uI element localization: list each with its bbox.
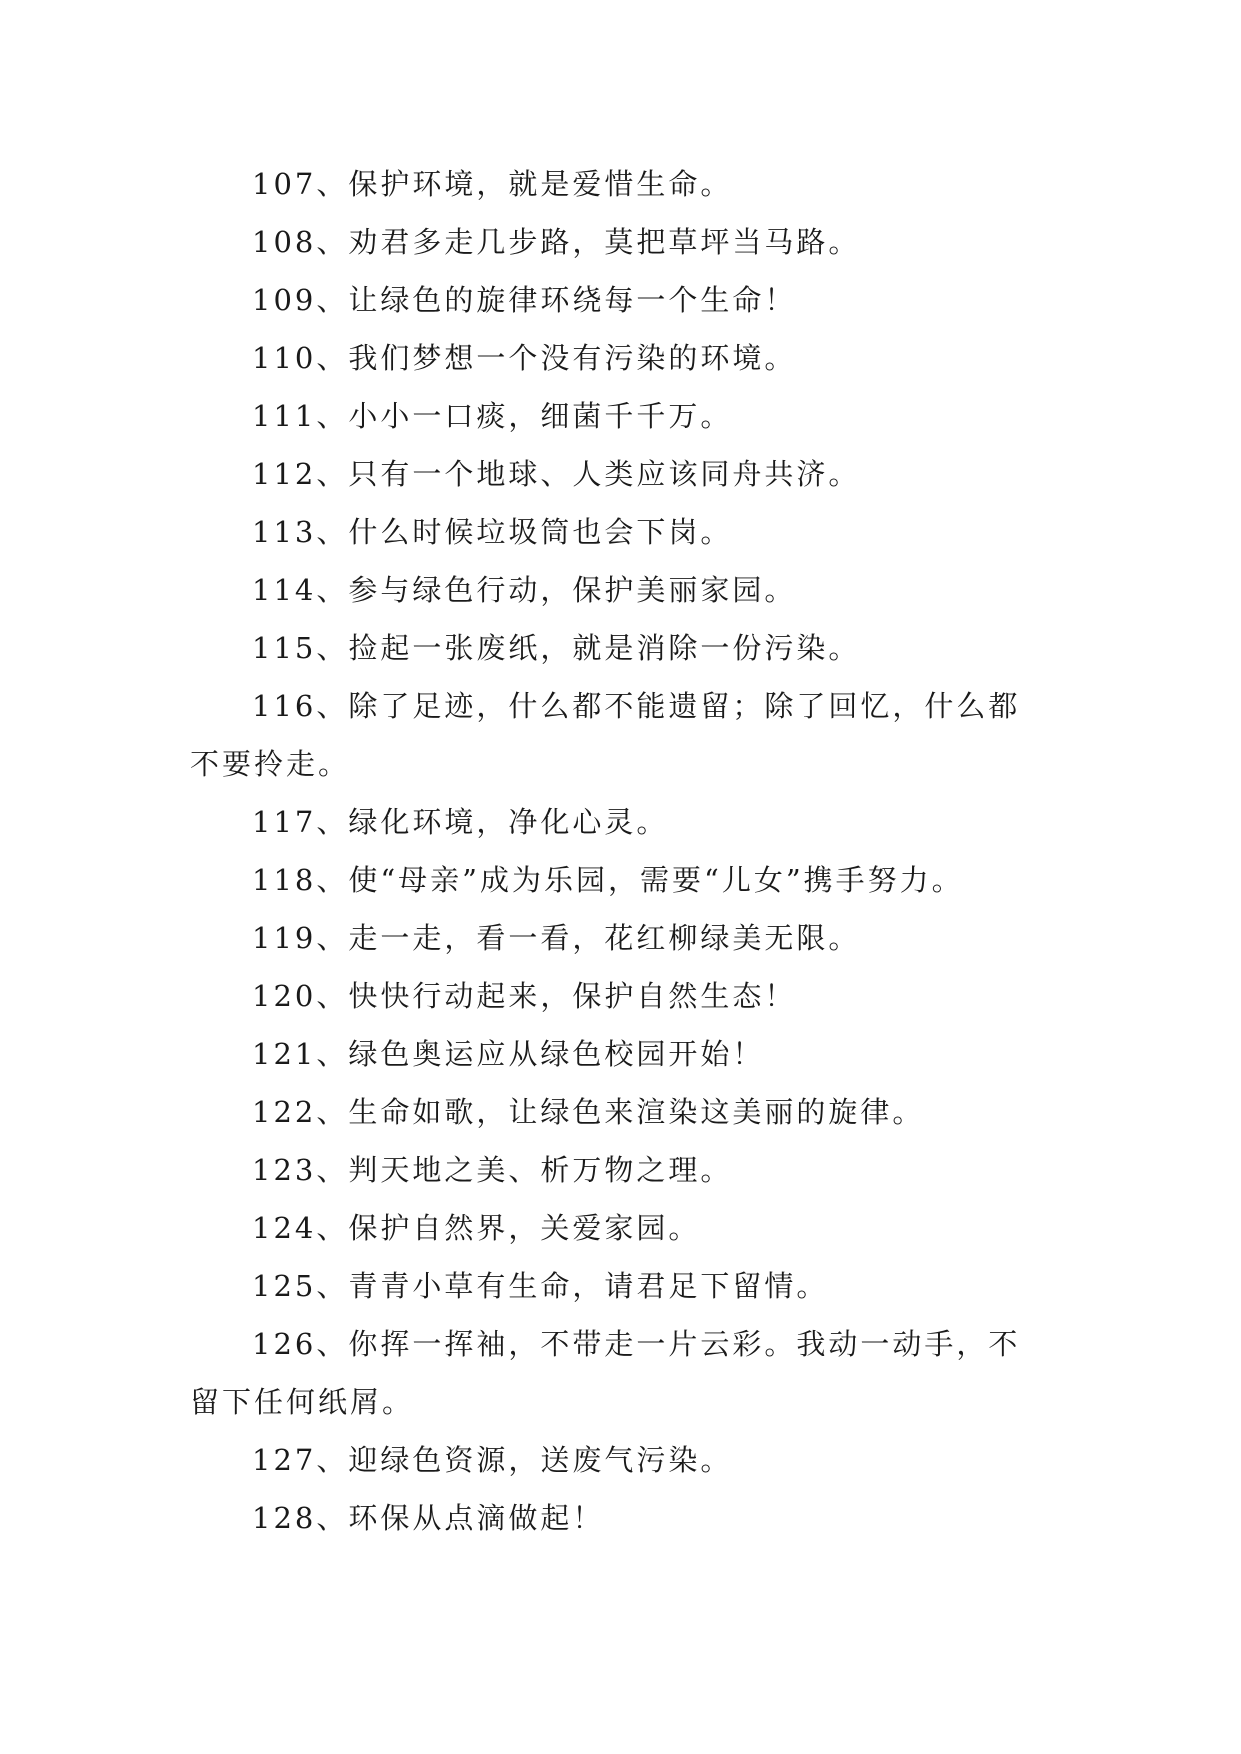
slogan-paragraph: 126、你挥一挥袖，不带走一片云彩。我动一动手，不留下任何纸屑。: [190, 1327, 1021, 1419]
slogan-paragraph: 127、迎绿色资源，送废气污染。: [252, 1443, 733, 1477]
slogan-paragraph: 112、只有一个地球、人类应该同舟共济。: [252, 457, 861, 491]
slogan-paragraph: 118、使“母亲”成为乐园，需要“儿女”携手努力。: [252, 863, 964, 897]
slogan-paragraph: 114、参与绿色行动，保护美丽家园。: [252, 573, 797, 607]
slogan-paragraph: 125、青青小草有生命，请君足下留情。: [252, 1269, 829, 1303]
slogan-paragraph: 115、捡起一张废纸，就是消除一份污染。: [252, 631, 861, 665]
slogan-paragraph: 113、什么时候垃圾筒也会下岗。: [252, 515, 733, 549]
slogan-paragraph: 128、环保从点滴做起！: [252, 1501, 605, 1535]
slogan-paragraph: 116、除了足迹，什么都不能遗留；除了回忆，什么都不要拎走。: [190, 689, 1021, 781]
slogan-paragraph: 124、保护自然界，关爱家园。: [252, 1211, 701, 1245]
slogan-paragraph: 108、劝君多走几步路，莫把草坪当马路。: [252, 225, 861, 259]
slogan-paragraph: 109、让绿色的旋律环绕每一个生命！: [252, 283, 797, 317]
slogan-paragraph: 119、走一走，看一看，花红柳绿美无限。: [252, 921, 861, 955]
slogan-paragraph: 120、快快行动起来，保护自然生态！: [252, 979, 797, 1013]
slogan-paragraph: 121、绿色奥运应从绿色校园开始！: [252, 1037, 765, 1071]
slogan-paragraph: 111、小小一口痰，细菌千千万。: [252, 399, 733, 433]
slogan-paragraph: 123、判天地之美、析万物之理。: [252, 1153, 733, 1187]
slogan-paragraph: 110、我们梦想一个没有污染的环境。: [252, 341, 797, 375]
slogan-paragraph: 107、保护环境，就是爱惜生命。: [252, 167, 733, 201]
slogan-paragraph: 117、绿化环境，净化心灵。: [252, 805, 669, 839]
slogan-paragraph: 122、生命如歌，让绿色来渲染这美丽的旋律。: [252, 1095, 925, 1129]
document-body: [190, 155, 1050, 1547]
